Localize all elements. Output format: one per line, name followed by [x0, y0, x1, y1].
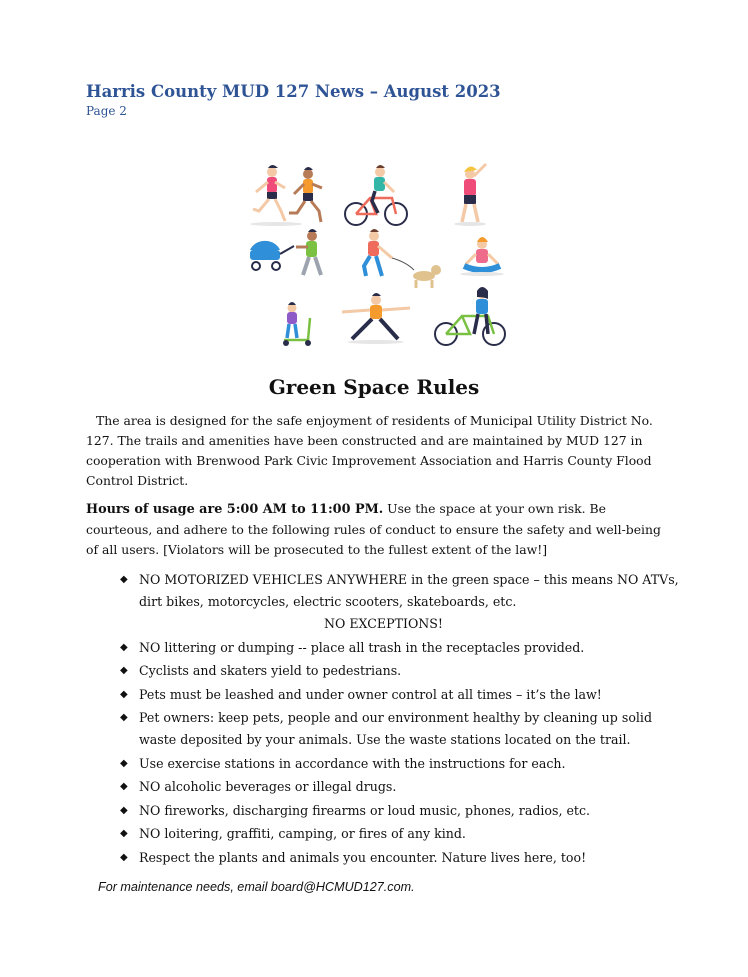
hours-paragraph [86, 499, 676, 560]
diamond-bullet-icon: ◆ [120, 641, 128, 653]
cyclist-figure [345, 165, 407, 225]
stroller-figure [250, 229, 321, 275]
diamond-bullet-icon: ◆ [120, 804, 128, 816]
list-item [118, 800, 688, 822]
diamond-bullet-icon: ◆ [120, 712, 128, 723]
list-item [118, 569, 688, 635]
list-item [118, 707, 688, 751]
list-item [118, 847, 688, 869]
diamond-bullet-icon: ◆ [120, 688, 128, 700]
diamond-bullet-icon: ◆ [120, 851, 128, 863]
dog-walker-figure [364, 229, 441, 288]
rule-text: NO alcoholic beverages or illegal drugs. [139, 779, 397, 794]
rule-text: NO loitering, graffiti, camping, or fires of any kind. [139, 826, 466, 841]
hours-of-usage: Hours of usage are 5:00 AM to 11:00 PM. [86, 502, 384, 517]
page-number: Page 2 [86, 104, 127, 118]
rule-text: NO fireworks, discharging firearms or loud music, phones, radios, etc. [139, 802, 591, 818]
yoga-figure [460, 237, 504, 276]
runners-figure [250, 165, 322, 226]
rule-text: Cyclists and skaters yield to pedestrians. [139, 663, 402, 678]
active-people-illustration [238, 162, 520, 350]
bike-walker-figure [435, 287, 505, 345]
list-item [118, 753, 688, 775]
stretching-figure [454, 164, 486, 226]
section-title: Green Space Rules [268, 375, 480, 399]
list-item [118, 637, 688, 659]
rule-text: Respect the plants and animals you encounter. Nature lives here, too! [139, 849, 587, 865]
list-item [118, 823, 688, 845]
rule-text: Use exercise stations in accordance with the instructions for each. [139, 755, 566, 771]
maintenance-footer: For maintenance needs, email board@HCMUD127.com. [98, 880, 415, 894]
rule-text: NO MOTORIZED VEHICLES ANYWHERE in the green space – this means NO ATVs, dirt bikes, motorcycles, electric scooters, skateboards, etc. [139, 572, 679, 609]
rule-text: Pet owners: keep pets, people and our environment healthy by cleaning up solid waste deposited by your animals. Use the waste stations located on the trail. [139, 710, 653, 747]
list-item [118, 776, 688, 798]
newsletter-title: Harris County MUD 127 News – August 2023 [86, 82, 501, 101]
intro-paragraph: The area is designed for the safe enjoyment of residents of Municipal Utility District No. 127. The trails and amenities have been constructed and are maintained by MUD 127 in cooperation with Brenwood Park Civic Improvement Association and Harris County Flood Control District. [86, 413, 653, 488]
list-item [118, 684, 688, 706]
hours-details: Use the space at your own risk. Be courteous, and adhere to the following rules of conduct to ensure the safety and well-being of all users. [Violators will be prosecuted to the fullest extent of the law!] [86, 501, 661, 557]
diamond-bullet-icon: ◆ [120, 574, 128, 585]
rule-text: NO littering or dumping -- place all trash in the receptacles provided. [139, 639, 585, 655]
rules-list [118, 569, 688, 870]
rule-text: Pets must be leashed and under owner control at all times – it’s the law! [139, 686, 602, 702]
diamond-bullet-icon: ◆ [120, 781, 128, 792]
diamond-bullet-icon: ◆ [120, 665, 128, 676]
diamond-bullet-icon: ◆ [120, 757, 128, 769]
warrior-pose-figure [342, 293, 410, 344]
diamond-bullet-icon: ◆ [120, 828, 128, 839]
list-item [118, 660, 688, 682]
scooter-kid-figure [283, 302, 311, 346]
rule-emphasis: NO EXCEPTIONS! [324, 616, 443, 631]
